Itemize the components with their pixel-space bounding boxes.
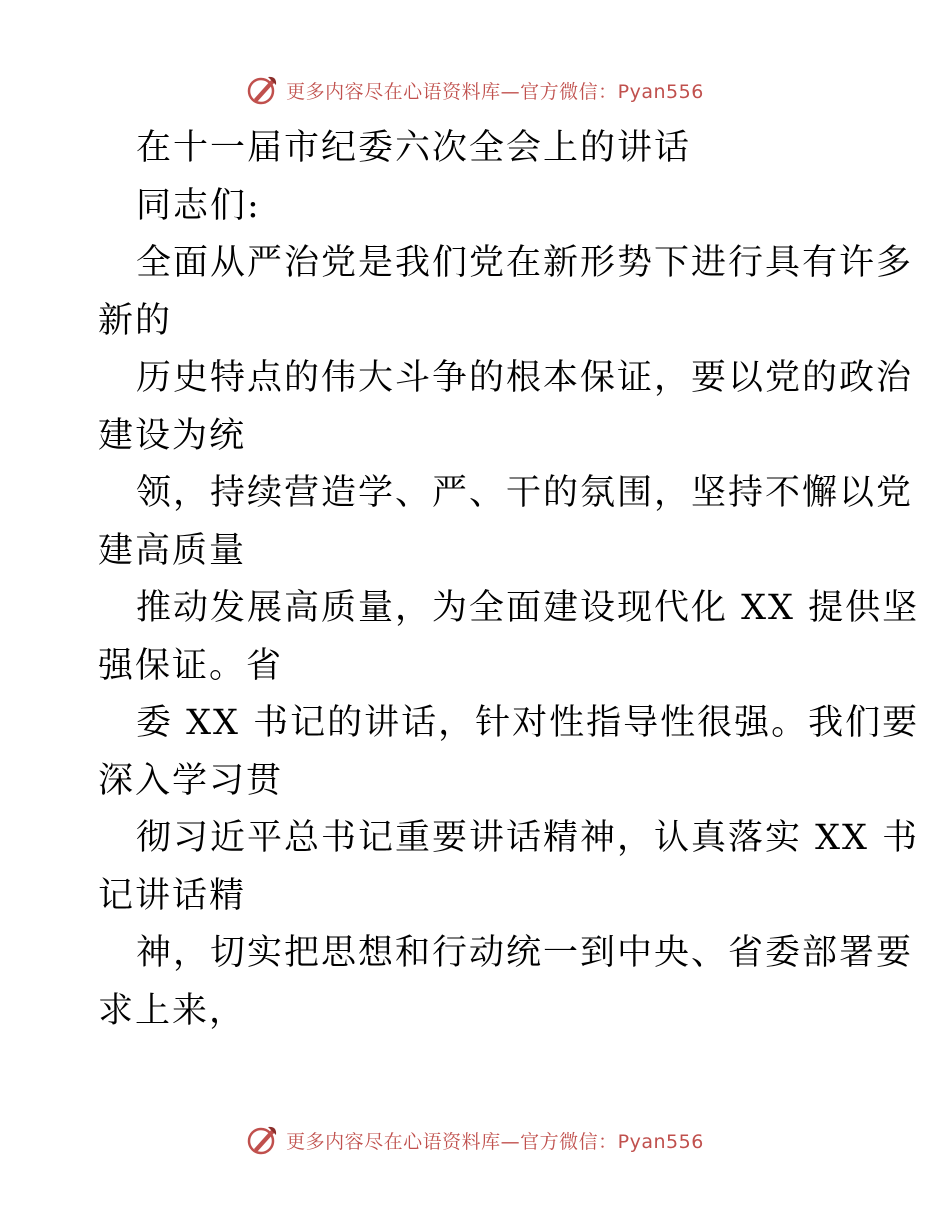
salutation: 同志们: — [136, 185, 261, 226]
paragraph-line: 求上来， — [98, 990, 247, 1031]
paragraph-line: 强保证。省 — [98, 645, 284, 686]
quill-logo-icon — [246, 1123, 280, 1157]
quill-logo-icon — [246, 73, 280, 107]
paragraph-line: 神，切实把思想和行动统一到中央、省委部署要 — [136, 933, 914, 973]
header-watermark — [0, 70, 950, 110]
paragraph-line: 建高质量 — [98, 530, 247, 571]
document-title: 在十一届市纪委六次全会上的讲话 — [136, 128, 692, 168]
paragraph-line: 推动发展高质量，为全面建设现代化 XX 提供坚 — [136, 588, 920, 628]
paragraph-line: 记讲话精 — [98, 875, 247, 916]
paragraph-line: 全面从严治党是我们党在新形势下进行具有许多 — [136, 243, 914, 283]
footer-watermark — [0, 1120, 950, 1160]
paragraph-line: 深入学习贯 — [98, 760, 284, 801]
watermark-text: 更多内容尽在心语资料库—官方微信：Pyan556 — [286, 1130, 704, 1153]
paragraph-line: 建设为统 — [98, 415, 247, 456]
paragraph-line: 历史特点的伟大斗争的根本保证，要以党的政治 — [136, 358, 914, 398]
paragraph-line: 委 XX 书记的讲话，针对性指导性很强。我们要 — [136, 703, 920, 743]
paragraph-line: 领，持续营造学、严、干的氛围，坚持不懈以党 — [136, 473, 914, 513]
watermark-text: 更多内容尽在心语资料库—官方微信：Pyan556 — [286, 80, 704, 103]
paragraph-line: 新的 — [98, 300, 173, 341]
paragraph-line: 彻习近平总书记重要讲话精神，认真落实 XX 书 — [136, 818, 920, 858]
document-body — [98, 120, 920, 1040]
